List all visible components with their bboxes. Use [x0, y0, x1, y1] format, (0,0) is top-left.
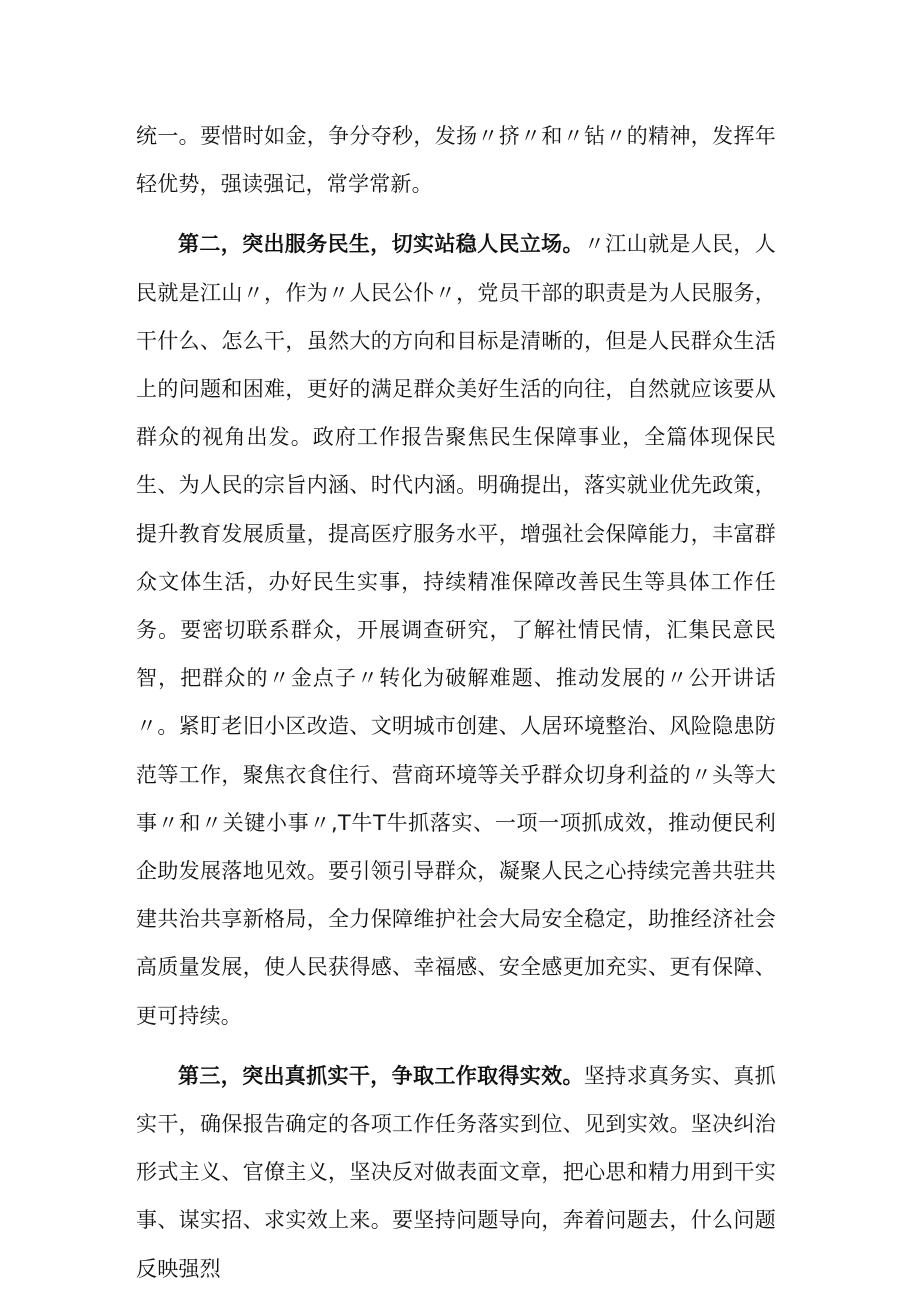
paragraph-second-point	[136, 220, 776, 1039]
paragraph-text: 〃江山就是人民，人民就是江山〃，作为〃人民公仆〃，党员干部的职责是为人民服务，干什么、怎么干，虽然大的方向和目标是清晰的，但是人民群众生活上的问题和困难，更好的满足群众美好生活的向往，自然就应该要从群众的视角出发。政府工作报告聚焦民生保障事业，全篇体现保民生、为人民的宗旨内涵、时代内涵。明确提出，落实就业优先政策，提升教育发展质量，提高医疗服务水平，增强社会保障能力，丰富群众文体生活，办好民生实事，持续精准保障改善民生等具体工作任务。要密切联系群众，开展调查研究，了解社情民情，汇集民意民智，把群众的〃金点子〃转化为破解难题、推动发展的〃公开讲话〃。紧盯老旧小区改造、文明城市创建、人居环境整治、风险隐患防范等工作，聚焦衣食住行、营商环境等关乎群众切身利益的〃头等大事〃和〃关键小事〃,T牛T牛抓落实、一项一项抓成效，推动便民利企助发展落地见效。要引领引导群众，凝聚人民之心持续完善共驻共建共治共享新格局，全力保障维护社会大局安全稳定，助推经济社会高质量发展，使人民获得感、幸福感、安全感更加充实、更有保障、更可持续。	[136, 232, 776, 1028]
paragraph-heading: 第二，突出服务民生，切实站稳人民立场。	[178, 232, 584, 257]
paragraph-third-point	[136, 1052, 776, 1293]
paragraph-continuation	[136, 112, 776, 208]
paragraph-heading: 第三，突出真抓实干，争取工作取得实效。	[178, 1063, 584, 1088]
paragraph-text: 统一。要惜时如金，争分夺秒，发扬〃挤〃和〃钻〃的精神，发挥年轻优势，强读强记，常学常新。	[136, 124, 776, 197]
document-body	[136, 112, 776, 1293]
paragraph-text: 坚持求真务实、真抓实干，确保报告确定的各项工作任务落实到位、见到实效。坚决纠治形式主义、官僚主义，坚决反对做表面文章，把心思和精力用到干实事、谋实招、求实效上来。要坚持问题导向，奔着问题去，什么问题反映强烈	[136, 1063, 776, 1281]
